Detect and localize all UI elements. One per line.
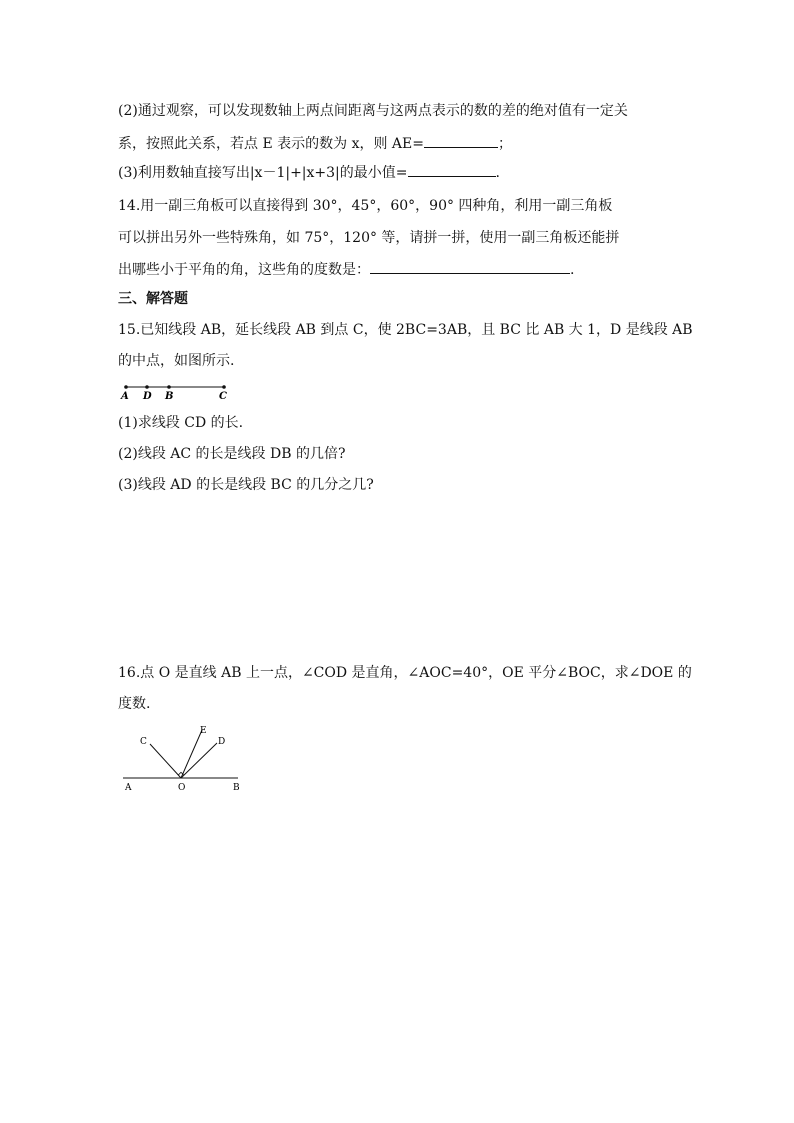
q13-part2-suffix: ；: [497, 136, 512, 152]
ray-od: [181, 743, 217, 778]
q15-segment-figure: [118, 378, 238, 402]
label-b: B: [233, 783, 240, 793]
label-o: O: [178, 783, 186, 793]
answer-blank-angles[interactable]: [370, 259, 570, 274]
label-c: C: [219, 391, 227, 402]
label-a: A: [125, 783, 132, 793]
q13-part3-suffix: .: [495, 165, 500, 181]
label-d: D: [143, 391, 152, 402]
q15-sub2: (2)线段 AC 的长是线段 DB 的几倍?: [118, 446, 346, 462]
label-e: E: [200, 726, 207, 736]
answer-blank-min-value[interactable]: [408, 162, 496, 177]
point-d: [145, 385, 149, 389]
ray-oc: [150, 744, 181, 778]
q13-part3-prefix: (3)利用数轴直接写出|x－1|+|x+3|的最小值=: [118, 165, 408, 181]
q14-line3-suffix: .: [570, 262, 575, 278]
q13-part2-line1: (2)通过观察，可以发现数轴上两点间距离与这两点表示的数的差的绝对值有一定关: [118, 103, 628, 119]
label-a: A: [121, 391, 129, 402]
q14-line3-prefix: 出哪些小于平角的角，这些角的度数是：: [118, 262, 370, 278]
q16-line2: 度数.: [118, 696, 151, 712]
q15-sub3: (3)线段 AD 的长是线段 BC 的几分之几?: [118, 477, 374, 493]
q15-line2: 的中点，如图所示.: [118, 353, 235, 369]
q15-line1: 15.已知线段 AB，延长线段 AB 到点 C，使 2BC=3AB，且 BC 比 AB 大 1，D 是线段 AB: [118, 322, 693, 338]
q13-part2-line2: [118, 133, 512, 154]
q13-part3-line: [118, 162, 500, 183]
q14-line3: [118, 259, 574, 280]
section-heading: 三、解答题: [118, 291, 188, 307]
q14-line2: 可以拼出另外一些特殊角，如 75°，120° 等，请拼一拼，使用一副三角板还能拼: [118, 230, 620, 246]
q13-part2-prefix: 系，按照此关系，若点 E 表示的数为 x，则 AE=: [118, 136, 424, 152]
q16-angle-figure: [118, 722, 248, 794]
point-b: [167, 385, 171, 389]
q15-sub1: (1)求线段 CD 的长.: [118, 415, 244, 431]
label-d: D: [218, 737, 226, 747]
q16-line1: 16.点 O 是直线 AB 上一点，∠COD 是直角，∠AOC=40°，OE 平分∠BOC，求∠DOE 的: [118, 665, 692, 681]
point-a: [124, 385, 128, 389]
ray-oe: [181, 730, 202, 778]
label-b: B: [165, 391, 174, 402]
label-c: C: [140, 737, 147, 747]
point-c: [222, 385, 226, 389]
q14-line1: 14.用一副三角板可以直接得到 30°，45°，60°，90° 四种角，利用一副三角板: [118, 198, 613, 214]
answer-blank-ae[interactable]: [424, 133, 498, 148]
